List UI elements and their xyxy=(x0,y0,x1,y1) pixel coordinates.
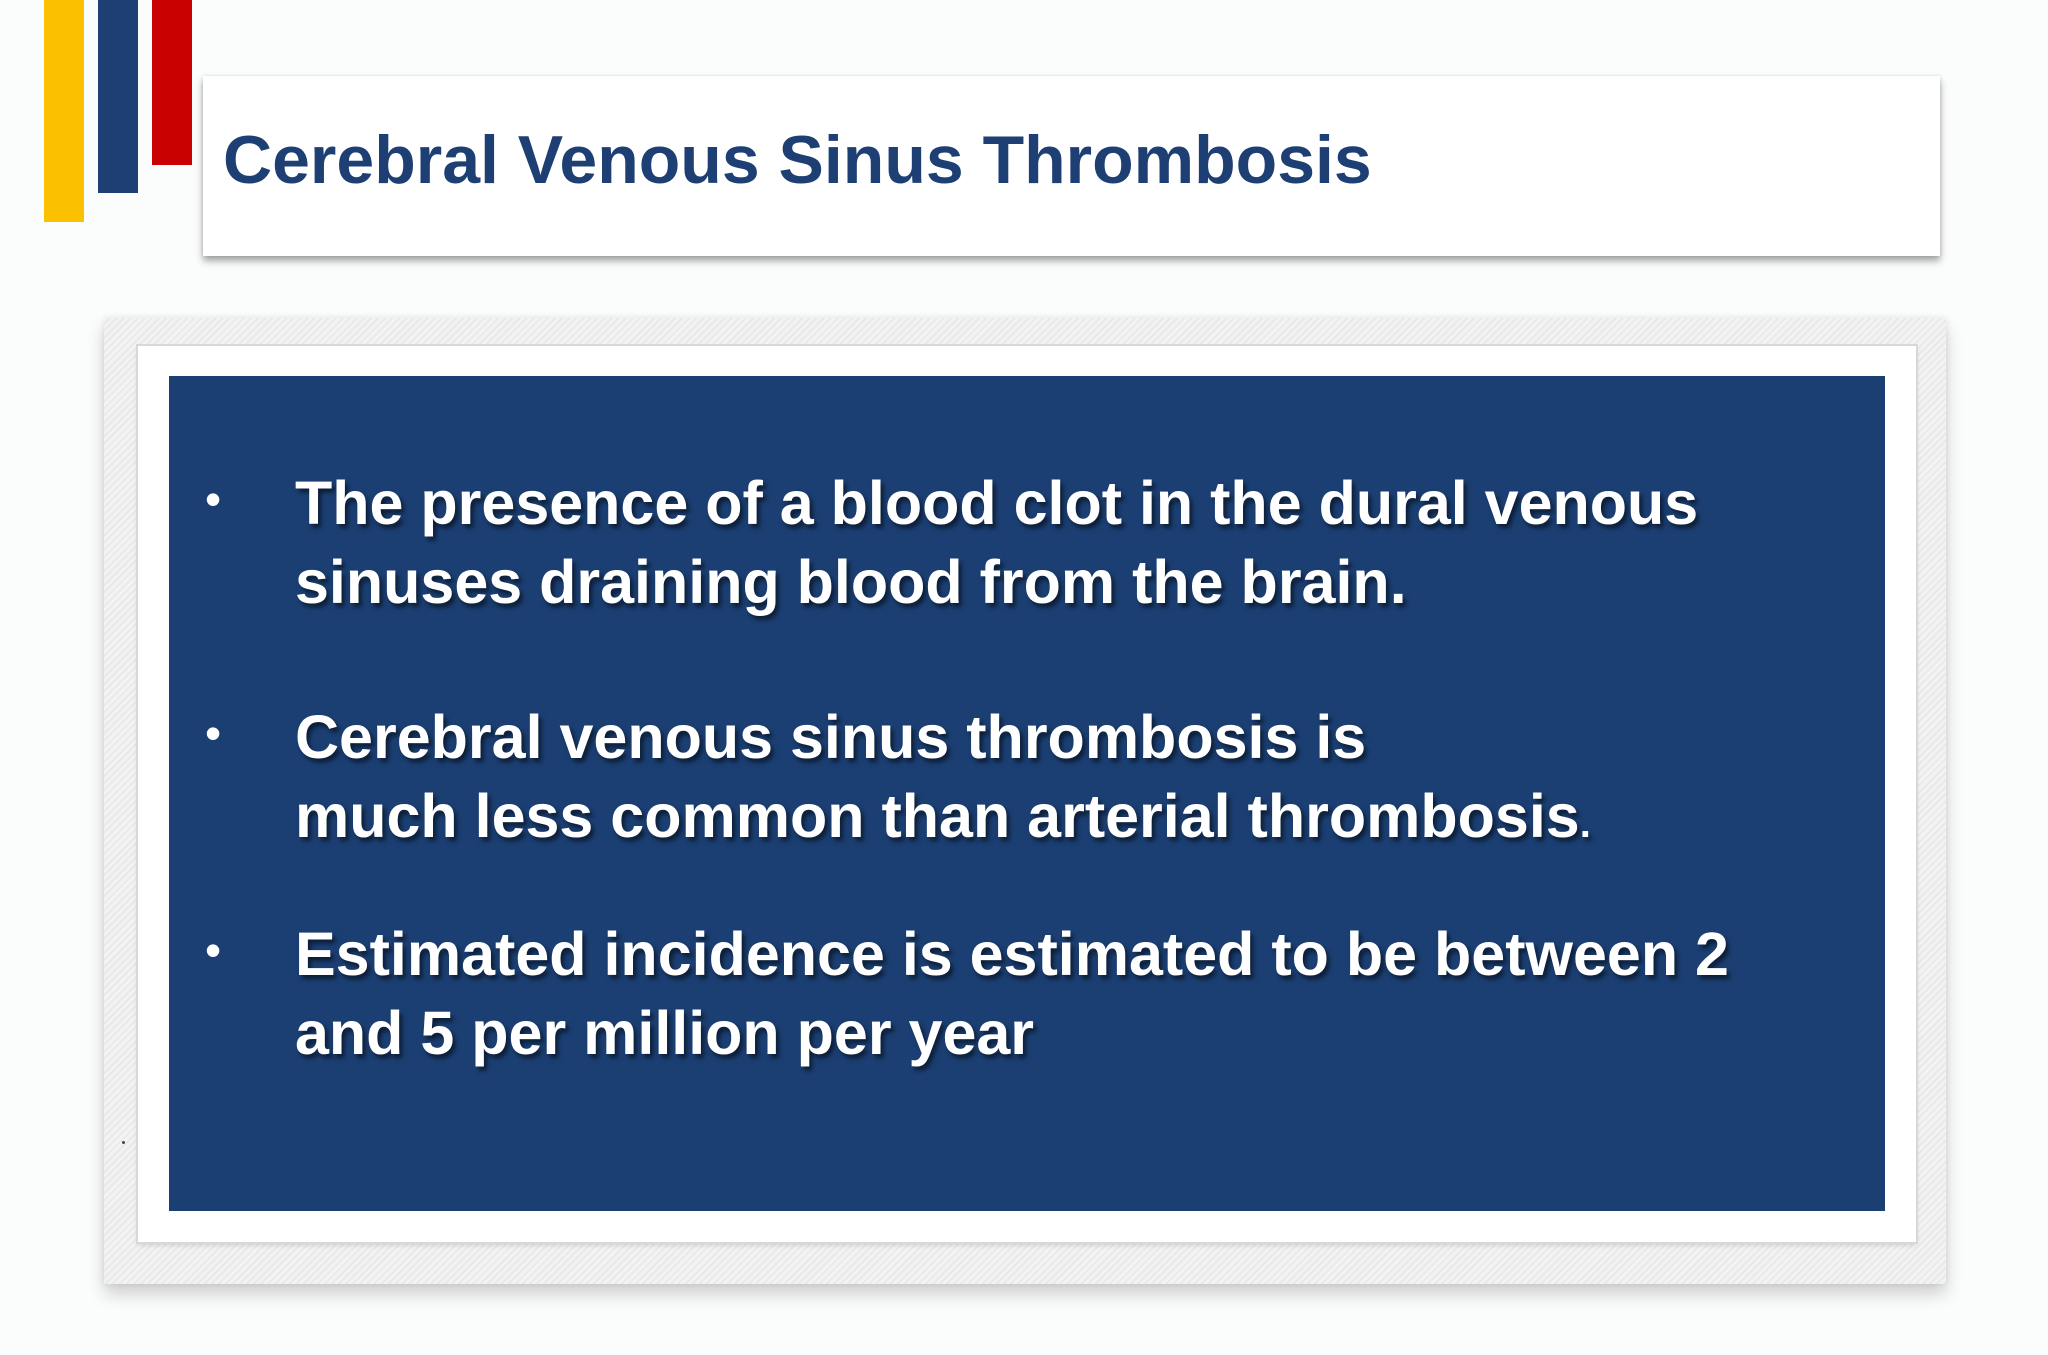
content-panel xyxy=(169,376,1885,1211)
content-frame-mat xyxy=(138,346,1916,1242)
slide-title: Cerebral Venous Sinus Thrombosis xyxy=(223,122,1372,198)
bullet-line: The presence of a blood clot in the dural venous xyxy=(295,469,1699,537)
bullet-marker: • xyxy=(205,924,222,976)
title-box xyxy=(203,76,1940,256)
bullet-marker: • xyxy=(205,473,222,525)
content-frame xyxy=(104,318,1946,1284)
bullet-line: Estimated incidence is estimated to be between 2 xyxy=(295,920,1729,988)
bullet-list xyxy=(169,376,1885,1211)
accent-bar-blue xyxy=(98,0,138,193)
bullet-text xyxy=(295,698,1855,864)
bullet-text xyxy=(295,464,1855,622)
bullet-text xyxy=(295,915,1855,1073)
stray-dot xyxy=(122,1141,125,1144)
bullet-line: sinuses draining blood from the brain. xyxy=(295,548,1407,616)
bullet-line-end: . xyxy=(1579,802,1591,846)
bullet-line: and 5 per million per year xyxy=(295,999,1035,1067)
accent-bar-yellow xyxy=(44,0,84,222)
bullet-marker: • xyxy=(205,707,222,759)
bullet-line: much less common than arterial thrombosis xyxy=(295,782,1580,850)
bullet-line: Cerebral venous sinus thrombosis is xyxy=(295,703,1367,771)
accent-bar-red xyxy=(152,0,192,165)
